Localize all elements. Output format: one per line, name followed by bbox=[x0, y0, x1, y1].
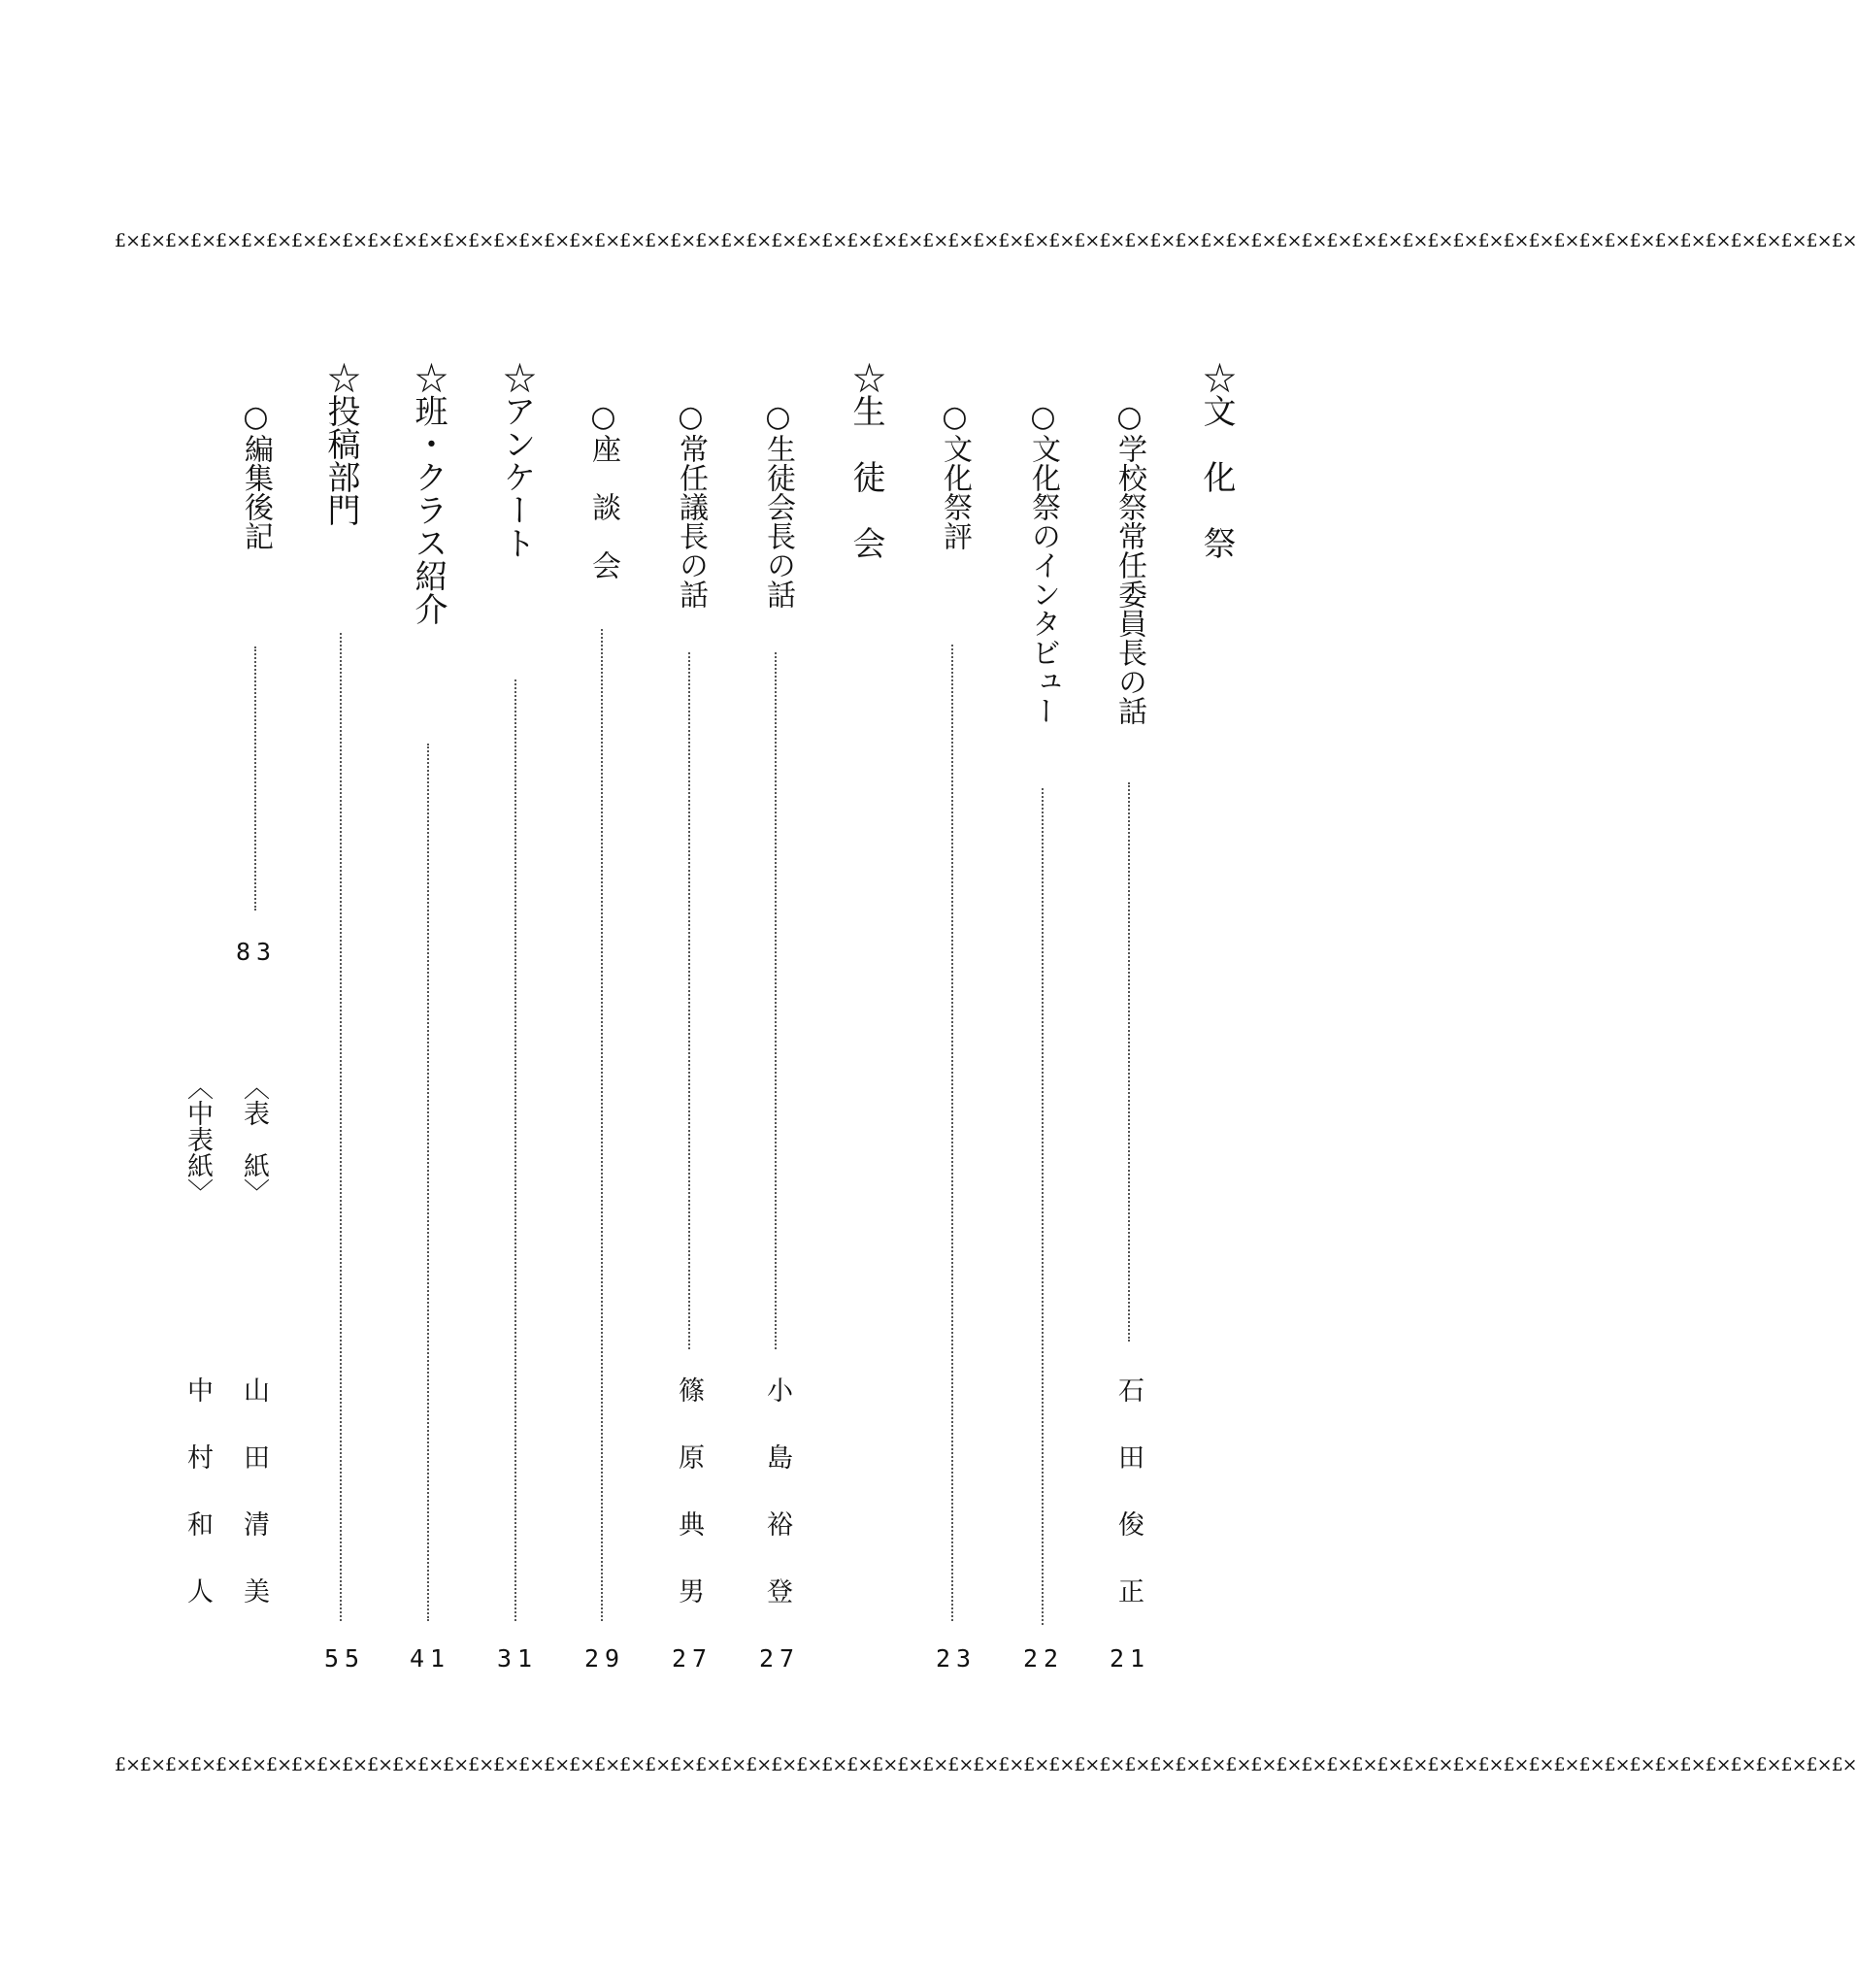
toc-item-author: 石田俊正 bbox=[1113, 1376, 1144, 1644]
toc-item-title: ○常任議長の話 bbox=[674, 400, 708, 609]
toc-page-number: 27 bbox=[672, 1644, 713, 1673]
toc-item-title: ○学校祭常任委員長の話 bbox=[1112, 400, 1146, 725]
toc-item-title: ○座 談 会 bbox=[586, 400, 620, 580]
dot-leader bbox=[775, 652, 777, 1349]
credit-name: 中村和人 bbox=[182, 1376, 213, 1644]
dot-leader bbox=[688, 652, 690, 1349]
dot-leader bbox=[951, 645, 953, 1621]
toc-page-number: 29 bbox=[584, 1644, 626, 1673]
toc-page-number: 41 bbox=[410, 1644, 451, 1673]
credit-label: 〈表 紙〉 bbox=[239, 1074, 269, 1205]
toc-item-title: ○文化祭評 bbox=[938, 400, 972, 550]
toc-item-title: ○文化祭のインタビュー bbox=[1026, 400, 1060, 725]
bottom-decorative-border: £×£×£×£×£×£×£×£×£×£×£×£×£×£×£×£×£×£×£×£×£×£×£×£×£×£×£×£×£×£×£×£×£×£×£×£×£×£×£×£×£×£×£×£×£×£×£×£×£×£×£×£×£×£×£×£×£×£×£×£×£×£×£×£×£×£×£×£×£× bbox=[115, 1754, 1857, 1775]
section-heading-club-class: ☆班・クラス紹介 bbox=[409, 361, 448, 625]
toc-page-number: 23 bbox=[936, 1644, 978, 1673]
toc-item-author: 小島裕登 bbox=[762, 1376, 792, 1644]
toc-item-title: ○生徒会長の話 bbox=[761, 400, 795, 609]
section-heading-seitokai: ☆生 徒 会 bbox=[846, 361, 885, 559]
dot-leader bbox=[1042, 788, 1044, 1625]
dot-leader bbox=[340, 633, 342, 1621]
toc-page-number: 22 bbox=[1023, 1644, 1065, 1673]
credit-name: 山田清美 bbox=[239, 1376, 269, 1644]
toc-page-number: 55 bbox=[324, 1644, 366, 1673]
section-heading-enquete: ☆アンケート bbox=[497, 361, 536, 559]
toc-page-number: 83 bbox=[236, 938, 278, 966]
section-heading-bunkasai: ☆文 化 祭 bbox=[1197, 361, 1236, 559]
dot-leader bbox=[514, 679, 516, 1621]
dot-leader bbox=[427, 744, 429, 1621]
credit-label: 〈中表紙〉 bbox=[182, 1074, 213, 1205]
toc-item-title: ○編集後記 bbox=[239, 400, 273, 550]
dot-leader bbox=[1128, 782, 1130, 1342]
section-heading-contributions: ☆投稿部門 bbox=[321, 361, 360, 526]
top-decorative-border: £×£×£×£×£×£×£×£×£×£×£×£×£×£×£×£×£×£×£×£×£×£×£×£×£×£×£×£×£×£×£×£×£×£×£×£×£×£×£×£×£×£×£×£×£×£×£×£×£×£×£×£×£×£×£×£×£×£×£×£×£×£×£×£×£×£×£×£×£× bbox=[115, 230, 1857, 251]
toc-page-number: 31 bbox=[497, 1644, 539, 1673]
toc-item-author: 篠原典男 bbox=[674, 1376, 704, 1644]
toc-page-number: 21 bbox=[1110, 1644, 1151, 1673]
dot-leader bbox=[601, 629, 603, 1621]
toc-page-number: 27 bbox=[759, 1644, 801, 1673]
dot-leader bbox=[254, 646, 256, 911]
